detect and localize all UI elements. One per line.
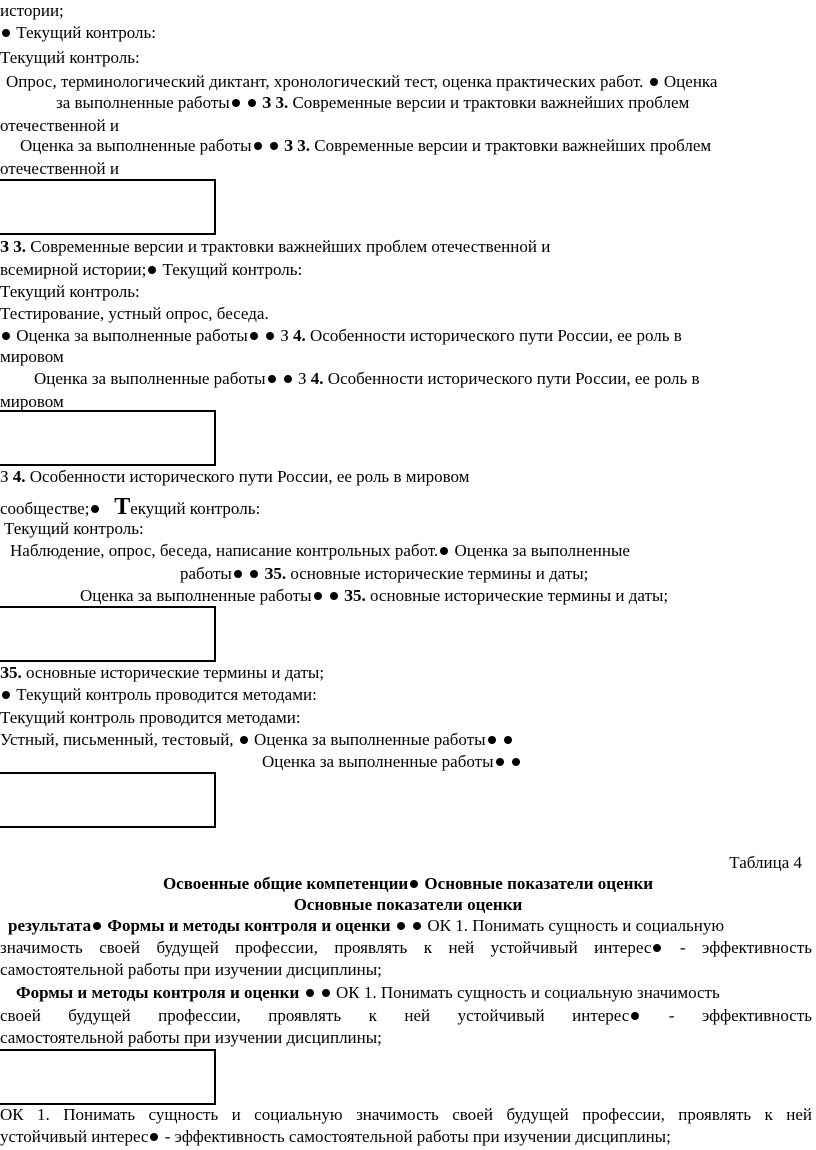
table-heading: Освоенные общие компетенции Основные показатели оценки — [162, 874, 654, 893]
text-line: З5. основные исторические термины и даты; — [0, 663, 325, 682]
text-line: Оценка за выполненные работы З 4. Особенности исторического пути России, ее роль в — [0, 325, 682, 347]
text-line: отечественной и — [0, 116, 119, 135]
text-line: Текущий контроль: — [4, 519, 144, 538]
bullet-icon — [2, 691, 10, 699]
text-line: З 4. Особенности исторического пути России, ее роль в мировом — [0, 467, 470, 486]
bullet-icon — [512, 758, 520, 766]
text-line: Опрос, терминологический диктант, хронологический тест, оценка практических работ. Оценка — [6, 72, 718, 91]
bullet-icon — [314, 592, 322, 600]
table-heading: Основные показатели оценки — [293, 895, 523, 914]
bullet-icon — [504, 736, 512, 744]
bullet-icon — [413, 922, 421, 930]
empty-box — [0, 1049, 216, 1105]
bullet-icon — [91, 505, 99, 513]
empty-box — [0, 179, 216, 235]
bullet-icon — [650, 78, 658, 86]
text-line: Наблюдение, опрос, беседа, написание контрольных работ. Оценка за выполненные — [10, 541, 630, 560]
text-line: Формы и методы контроля и оценки ОК 1. Понимать сущность и социальную значимость — [16, 983, 720, 1002]
bullet-icon — [330, 592, 338, 600]
text-line: устойчивый интерес - эффективность самостоятельной работы при изучении дисциплины; — [0, 1127, 671, 1146]
bullet-icon — [2, 29, 10, 37]
empty-box — [0, 772, 216, 828]
text-line: Устный, письменный, тестовый, Оценка за выполненные работы — [0, 729, 514, 751]
bullet-icon — [270, 142, 278, 150]
text-line: самостоятельной работы при изучении дисциплины; — [0, 1028, 382, 1047]
text-line: З 3. Современные версии и трактовки важнейших проблем отечественной и — [0, 237, 551, 256]
text-line: Текущий контроль проводится методами: — [0, 684, 317, 706]
text-line: истории; — [0, 1, 64, 20]
bullet-icon — [322, 989, 330, 997]
bullet-icon — [148, 266, 156, 274]
text-line: своей будущей профессии, проявлять к ней устойчивый интерес - эффективность — [0, 1006, 812, 1025]
empty-box — [0, 410, 216, 466]
text-line: за выполненные работы З 3. Современные версии и трактовки важнейших проблем — [56, 93, 690, 112]
text-line: мировом — [0, 347, 64, 366]
text-line: сообществе; Текущий контроль: — [0, 494, 261, 520]
bullet-icon — [250, 332, 258, 340]
text-line: работы З5. основные исторические термины и даты; — [180, 564, 589, 583]
text-line: Тестирование, устный опрос, беседа. — [0, 304, 269, 323]
bullet-icon — [653, 944, 661, 952]
text-line: Текущий контроль проводится методами: — [0, 708, 301, 727]
bullet-icon — [440, 547, 448, 555]
bullet-icon — [488, 736, 496, 744]
bullet-icon — [254, 142, 262, 150]
bullet-icon — [306, 989, 314, 997]
text-line: всемирной истории; Текущий контроль: — [0, 260, 303, 279]
text-line: Оценка за выполненные работы З 3. Современные версии и трактовки важнейших проблем — [20, 136, 712, 155]
bullet-icon — [248, 99, 256, 107]
bullet-icon — [240, 736, 248, 744]
bullet-icon — [266, 332, 274, 340]
text-line: Оценка за выполненные работы З 4. Особенности исторического пути России, ее роль в — [34, 369, 700, 388]
text-line: Текущий контроль: — [0, 22, 156, 44]
text-line: Оценка за выполненные работы З5. основные исторические термины и даты; — [80, 586, 669, 605]
bullet-icon — [93, 922, 101, 930]
text-line: Оценка за выполненные работы — [262, 751, 522, 773]
table-label: Таблица 4 — [729, 853, 802, 872]
bullet-icon — [284, 375, 292, 383]
bullet-icon — [232, 99, 240, 107]
text-line: отечественной и — [0, 159, 119, 178]
text-line: Текущий контроль: — [0, 282, 140, 301]
bullet-icon — [250, 570, 258, 578]
bullet-icon — [397, 922, 405, 930]
text-line: самостоятельной работы при изучении дисциплины; — [0, 960, 382, 979]
text-line: значимость своей будущей профессии, проявлять к ней устойчивый интерес - эффективность — [0, 938, 813, 957]
bullet-icon — [2, 332, 10, 340]
text-line: результата Формы и методы контроля и оценки ОК 1. Понимать сущность и социальную — [8, 916, 725, 935]
text-line: мировом — [0, 392, 64, 411]
text-line: Текущий контроль: — [0, 48, 140, 67]
empty-box — [0, 606, 216, 662]
bullet-icon — [268, 375, 276, 383]
text-line: ОК 1. Понимать сущность и социальную значимость своей будущей профессии, проявлять к ней — [0, 1105, 812, 1124]
bullet-icon — [150, 1133, 158, 1141]
bullet-icon — [631, 1012, 639, 1020]
bullet-icon — [496, 758, 504, 766]
bullet-icon — [410, 880, 418, 888]
bullet-icon — [234, 570, 242, 578]
